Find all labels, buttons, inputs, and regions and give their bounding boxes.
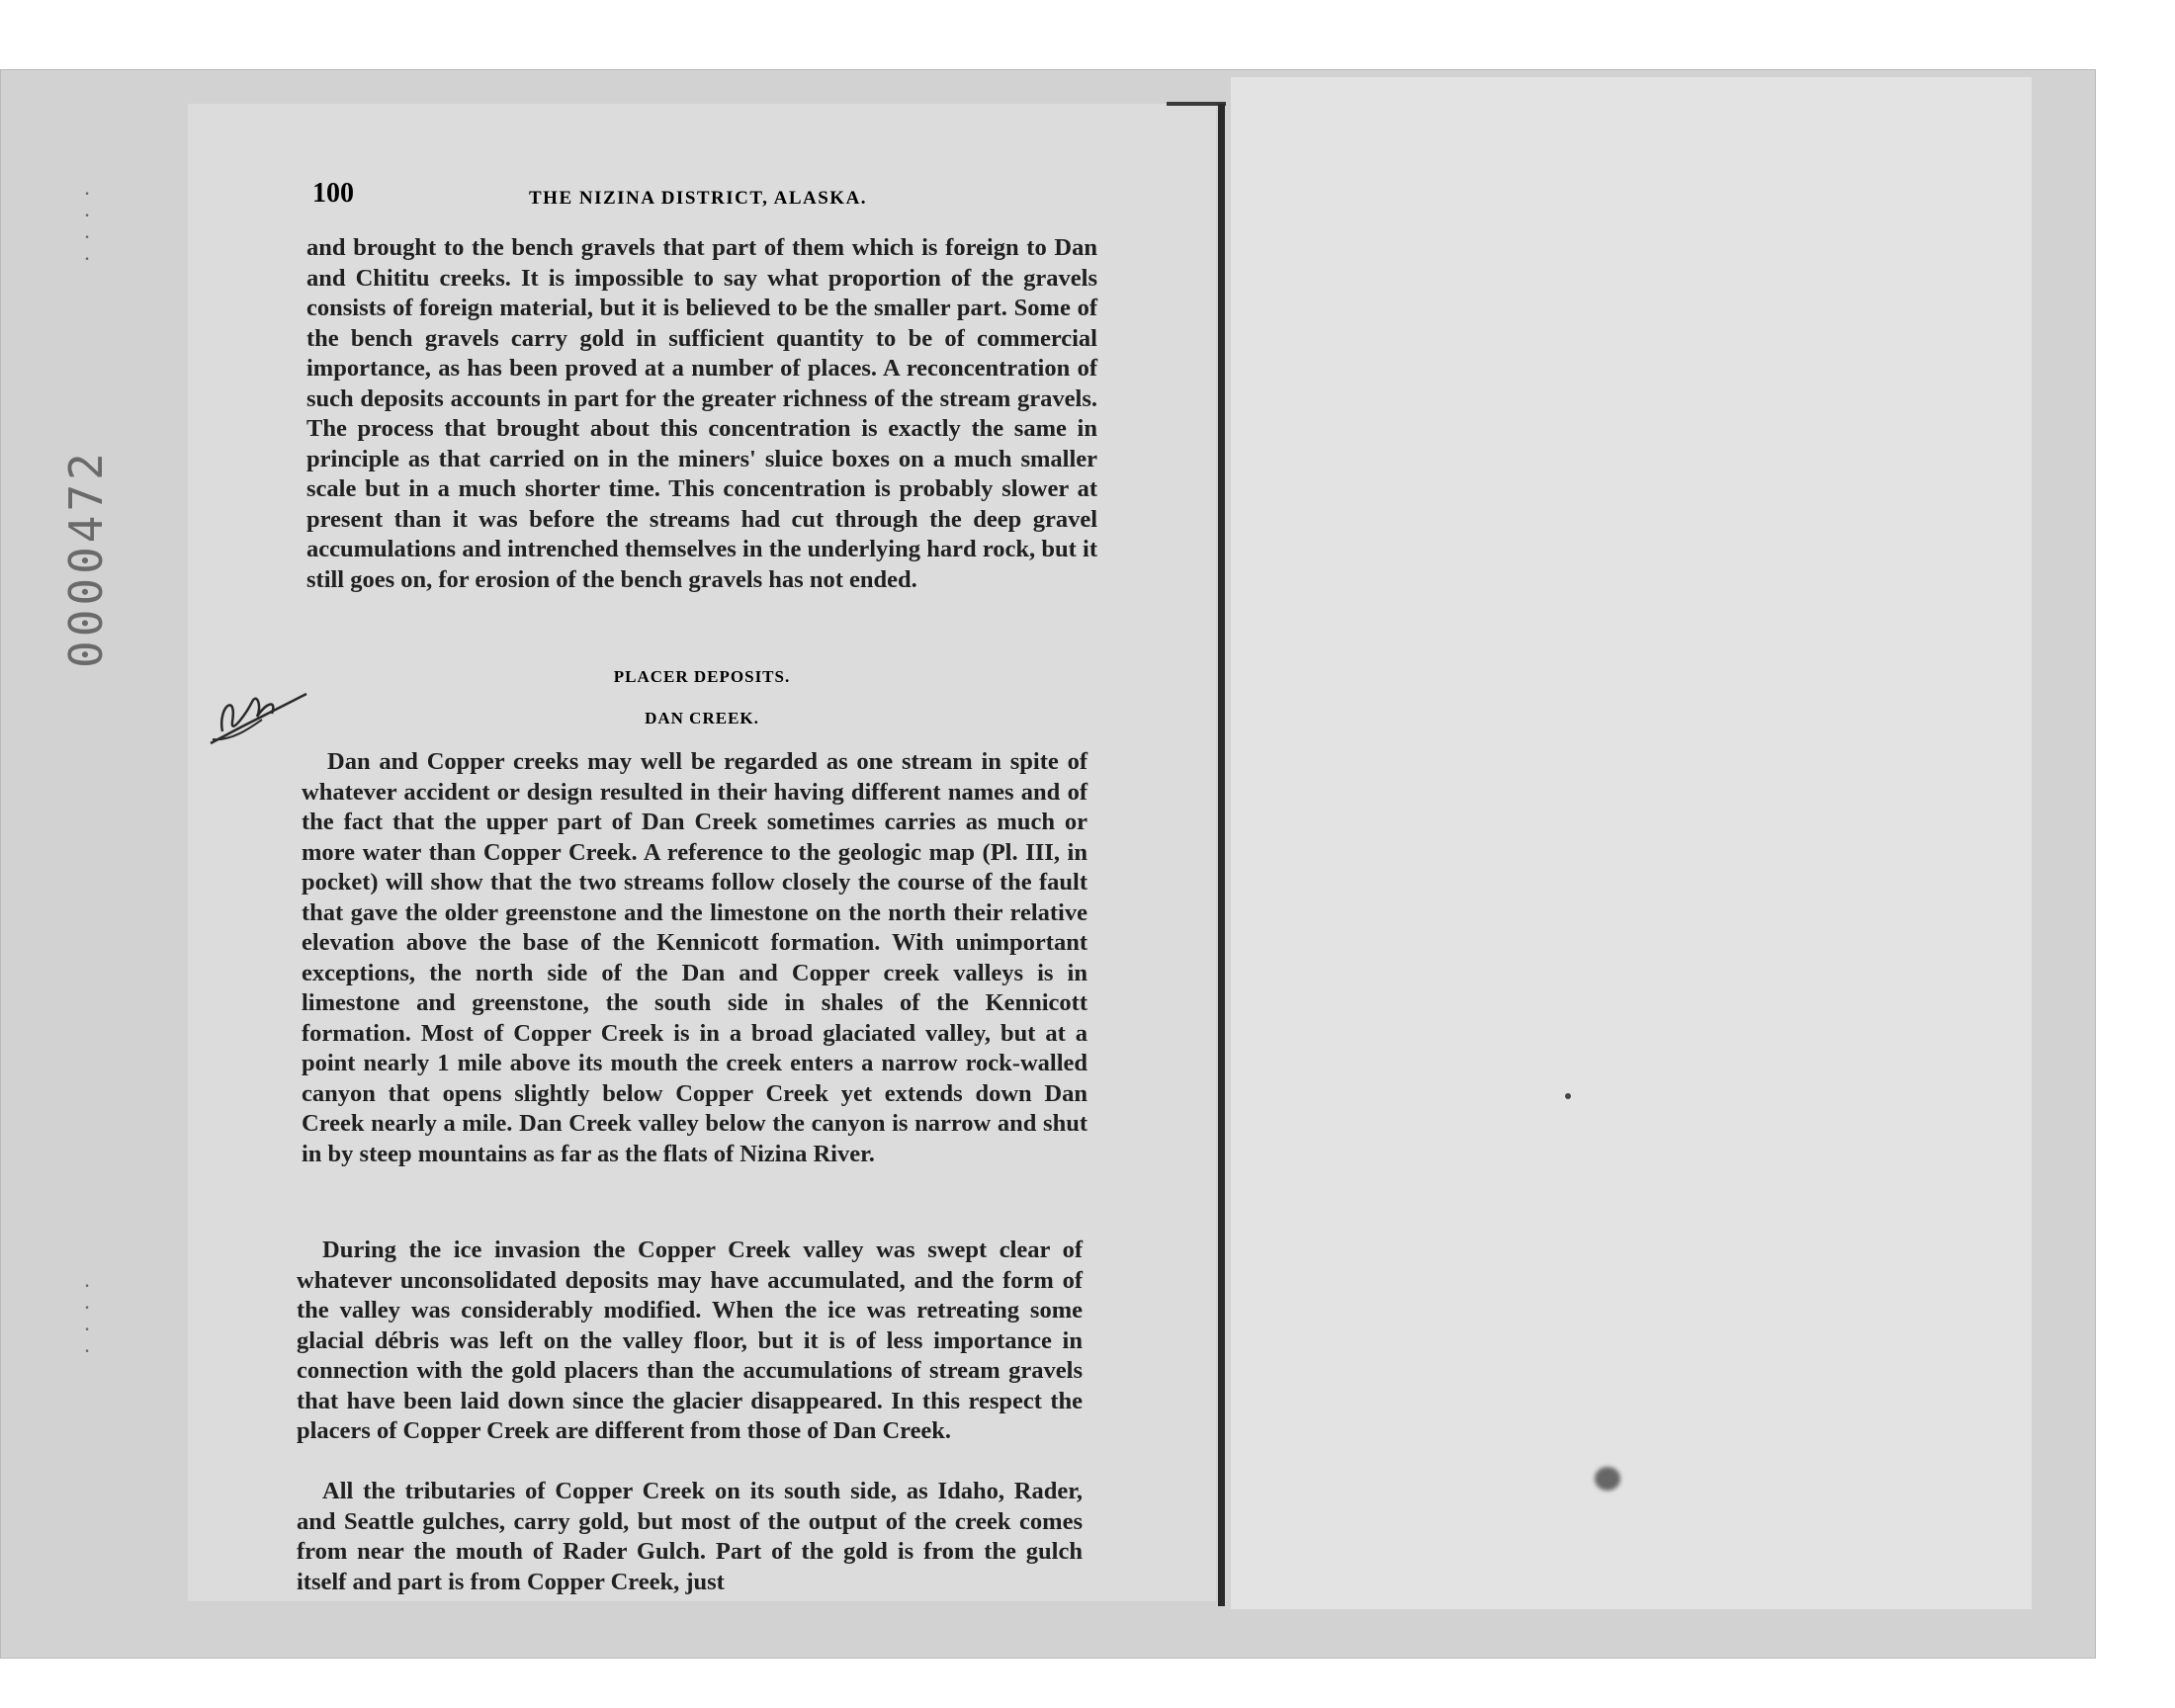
- handwritten-initials-mark: [203, 672, 311, 751]
- paragraph-dan-creek-3: [297, 1477, 1083, 1597]
- paragraph-dan-creek-1: [302, 747, 1088, 1169]
- margin-dots-bottom: · · · ·: [83, 1273, 91, 1363]
- paragraph-intro: [306, 233, 1097, 595]
- margin-dots-top: · · · ·: [83, 181, 91, 271]
- archive-serial-number: 0000472: [59, 449, 113, 668]
- dust-smudge: [1595, 1467, 1620, 1491]
- paragraph-dan-creek-1-text: Dan and Copper creeks may well be regarded as one stream in spite of whatever accident or design resulted in their having different names and of the fact that the upper part of Dan Creek sometimes carries as much or more water than Copper Creek. A reference to the geologic map (Pl. III, in pocket) will show that the two streams follow closely the course of the fault that gave the older greenstone and the limestone on the north their relative elevation above the base of the Kennicott formation. With unimportant exceptions, the north side of the Dan and Copper creek valleys is in limestone and greenstone, the south side in shales of the Kennicott formation. Most of Copper Creek is in a broad glaciated valley, but at a point nearly 1 mile above its mouth the creek enters a narrow rock-walled canyon that opens slightly below Copper Creek yet extends down Dan Creek nearly a mile. Dan Creek valley below the canyon is narrow and shut in by steep mountains as far as the flats of Nizina River.: [302, 748, 1088, 1167]
- paragraph-dan-creek-3-text: All the tributaries of Copper Creek on its south side, as Idaho, Rader, and Seattle gulches, carry gold, but most of the output of the creek comes from near the mouth of Rader Gulch. Part of the gold is from the gulch itself and part is from Copper Creek, just: [297, 1478, 1083, 1595]
- section-heading: PLACER DEPOSITS.: [613, 667, 791, 686]
- subsection-heading: DAN CREEK.: [645, 709, 759, 727]
- paragraph-dan-creek-2-text: During the ice invasion the Copper Creek valley was swept clear of whatever unconsolidated deposits may have accumulated, and the form of the valley was considerably modified. When the ice was retreating some glacial débris was left on the valley floor, but it is of less importance in connection with the gold placers than the accumulations of stream gravels that have been laid down since the glacier disappeared. In this respect the placers of Copper Creek are different from those of Dan Creek.: [297, 1237, 1083, 1444]
- dust-speck: [1565, 1093, 1571, 1099]
- running-head: THE NIZINA DISTRICT, ALASKA.: [529, 188, 868, 209]
- facing-blank-page: [1231, 77, 2032, 1609]
- paragraph-dan-creek-2: [297, 1236, 1083, 1447]
- paragraph-intro-text: and brought to the bench gravels that part of them which is foreign to Dan and Chititu creeks. It is impossible to say what proportion of the gravels consists of foreign material, but it is believed to be the smaller part. Some of the bench gravels carry gold in sufficient quantity to be of commercial importance, as has been proved at a number of places. A reconcentration of such deposits accounts in part for the greater richness of the stream gravels. The process that brought about this concentration is exactly the same in principle as that carried on in the miners' sluice boxes on a much smaller scale but in a much shorter time. This concentration is probably slower at present than it was before the streams had cut through the deep gravel accumulations and intrenched themselves in the underlying hard rock, but it still goes on, for erosion of the bench gravels has not ended.: [306, 234, 1097, 593]
- page-edge-top: [1167, 102, 1226, 106]
- page-gutter-line: [1218, 104, 1225, 1606]
- page-number: 100: [312, 178, 354, 209]
